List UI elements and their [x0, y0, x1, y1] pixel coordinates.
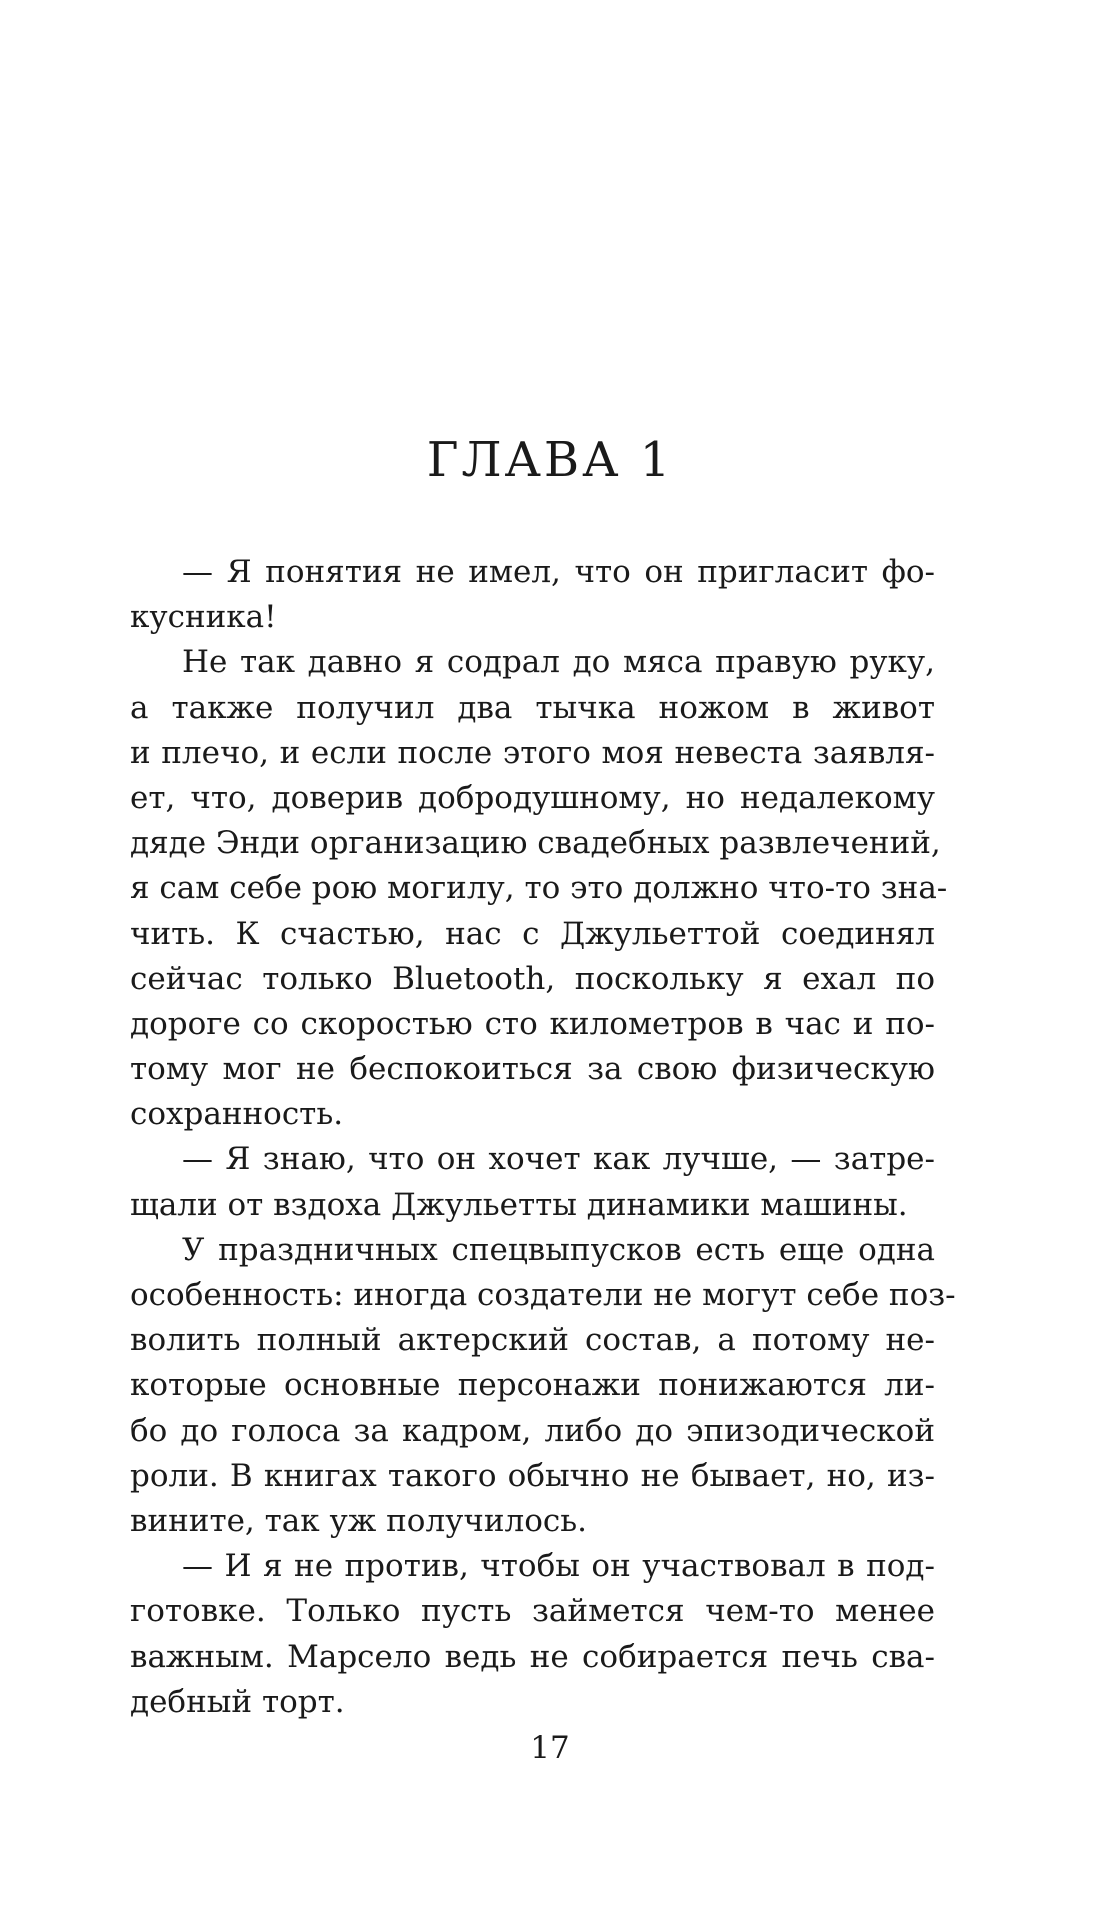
body-text: [130, 550, 956, 1725]
text-line: ет, что, доверив добродушному, но недалекому: [130, 779, 935, 816]
text-line: роли. В книгах такого обычно не бывает, но, из-: [130, 1457, 935, 1494]
text-line: которые основные персонажи понижаются ли-: [130, 1367, 935, 1404]
text-line: я сам себе рою могилу, то это должно что-то зна-: [130, 870, 948, 907]
text-line: тому мог не беспокоиться за свою физическую: [130, 1051, 935, 1088]
text-line: чить. К счастью, нас с Джульеттой соединял: [130, 915, 935, 952]
text-line: готовке. Только пусть займется чем-то менее: [130, 1593, 935, 1630]
text-line: сейчас только Bluetooth, поскольку я ехал по: [130, 960, 935, 997]
text-line: и плечо, и если после этого моя невеста заявля-: [130, 734, 935, 771]
chapter-title: ГЛАВА 1: [426, 432, 674, 488]
text-line: — И я не против, чтобы он участвовал в под-: [182, 1548, 935, 1585]
text-line: кусника!: [130, 599, 277, 636]
text-line: — Я знаю, что он хочет как лучше, — затре-: [182, 1141, 935, 1178]
text-line: волить полный актерский состав, а потому не-: [130, 1322, 935, 1359]
text-line: дороге со скоростью сто километров в час и по-: [130, 1005, 935, 1042]
text-line: сохранность.: [130, 1096, 344, 1133]
text-line: особенность: иногда создатели не могут себе поз-: [130, 1277, 956, 1313]
text-line: бо до голоса за кадром, либо до эпизодической: [130, 1412, 935, 1449]
text-line: У праздничных спецвыпусков есть еще одна: [182, 1231, 935, 1268]
text-line: Не так давно я содрал до мяса правую руку,: [182, 644, 935, 681]
text-line: щали от вздоха Джульетты динамики машины.: [130, 1186, 908, 1223]
text-line: вините, так уж получилось.: [130, 1502, 587, 1539]
page-number: 17: [530, 1730, 570, 1766]
text-line: дяде Энди организацию свадебных развлечений,: [130, 825, 941, 862]
text-line: а также получил два тычка ножом в живот: [130, 689, 935, 726]
text-line: важным. Марсело ведь не собирается печь сва-: [130, 1638, 935, 1675]
text-line: — Я понятия не имел, что он пригласит фо-: [182, 554, 935, 590]
text-line: дебный торт.: [130, 1683, 345, 1720]
